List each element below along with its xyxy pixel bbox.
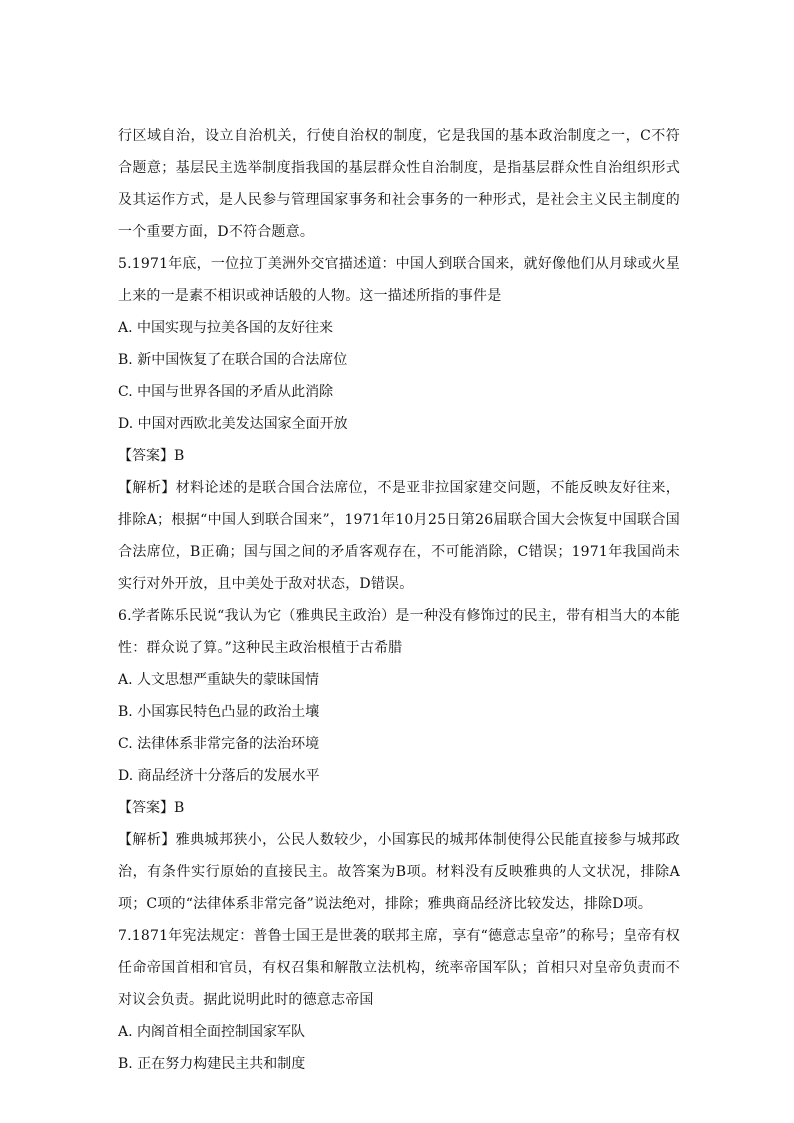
question-5-option-d: D. 中国对西欧北美发达国家全面开放 [118, 416, 348, 432]
question-5-option-c: C. 中国与世界各国的矛盾从此消除 [118, 384, 334, 400]
question-7-stem: 7.1871年宪法规定：普鲁士国王是世袭的联邦主席，享有“德意志皇帝”的称号；皇帝有权任命帝国首相和官员，有权召集和解散立法机构，统率帝国军队；首相只对皇帝负责而不对议会负责。据此说明此时的德意志帝国 [118, 928, 680, 1008]
question-6-option-c: C. 法律体系非常完备的法治环境 [118, 736, 320, 752]
question-6-option-d: D. 商品经济十分落后的发展水平 [118, 768, 320, 784]
question-6-option-a: A. 人文思想严重缺失的蒙昧国情 [118, 672, 320, 688]
question-6-answer: 【答案】B [118, 800, 185, 816]
question-5-answer: 【答案】B [118, 448, 185, 464]
question-7-option-a: A. 内阁首相全面控制国家军队 [118, 1024, 306, 1040]
question-7-option-b: B. 正在努力构建民主共和制度 [118, 1056, 306, 1072]
question-6-option-b: B. 小国寡民特色凸显的政治土壤 [118, 704, 320, 720]
page-content [118, 120, 680, 1080]
question-5-option-b: B. 新中国恢复了在联合国的合法席位 [118, 352, 348, 368]
explanation-4-continued: 行区域自治，设立自治机关，行使自治权的制度，它是我国的基本政治制度之一，C不符合题意；基层民主选举制度指我国的基层群众性自治制度，是指基层群众性自治组织形式及其运作方式，是人民参与管理国家事务和社会事务的一种形式，是社会主义民主制度的一个重要方面，D不符合题意。 [118, 128, 680, 240]
question-5-option-a: A. 中国实现与拉美各国的友好往来 [118, 320, 334, 336]
question-6-explanation: 【解析】雅典城邦狭小，公民人数较少，小国寡民的城邦体制使得公民能直接参与城邦政治，有条件实行原始的直接民主。故答案为B项。材料没有反映雅典的人文状况，排除A项；C项的“法律体系非常完备”说法绝对，排除；雅典商品经济比较发达，排除D项。 [118, 832, 680, 912]
question-5-stem: 5.1971年底，一位拉丁美洲外交官描述道：中国人到联合国来，就好像他们从月球或火星上来的一是素不相识或神话般的人物。这一描述所指的事件是 [118, 256, 680, 304]
question-6-stem: 6.学者陈乐民说“我认为它（雅典民主政治）是一种没有修饰过的民主，带有相当大的本能性：群众说了算。”这种民主政治根植于古希腊 [118, 608, 680, 656]
question-5-explanation: 【解析】材料论述的是联合国合法席位，不是亚非拉国家建交问题，不能反映友好往来，排除A；根据“中国人到联合国来”，1971年10月25日第26届联合国大会恢复中国联合国合法席位，B正确；国与国之间的矛盾客观存在，不可能消除，C错误；1971年我国尚未实行对外开放，且中美处于敌对状态，D错误。 [118, 480, 680, 592]
